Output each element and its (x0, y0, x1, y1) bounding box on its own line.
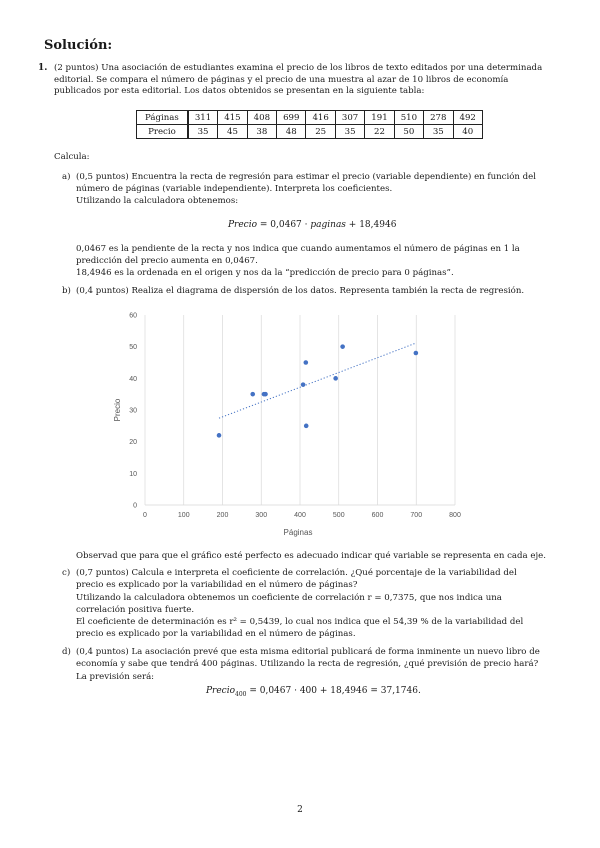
part-d-text: (0,4 puntos) La asociación prevé que esta misma editorial publicará de forma inminente un nuevo libro de economía y sabe que tendrá 400 páginas. Utilizando la recta de regresión, ¿qué previsión de precio hará? (76, 647, 540, 669)
y-axis-ticks (129, 313, 137, 510)
table-row-precio (137, 125, 483, 139)
regression-formula (228, 220, 396, 230)
x-axis-ticks (143, 512, 461, 519)
data-point (301, 382, 306, 387)
part-b-text: (0,4 puntos) Realiza el diagrama de dispersión de los datos. Representa también la recta de regresión. (76, 286, 525, 296)
points-group (217, 344, 418, 437)
x-tick-label: 400 (294, 512, 306, 519)
table-cell-precio: 35 (424, 125, 453, 139)
y-tick-label: 20 (129, 439, 137, 447)
formula-end: + 18,4946 (345, 220, 397, 230)
table-cell-paginas: 510 (394, 111, 423, 125)
solution-heading: Solución: (44, 38, 113, 53)
part-a-calc: Utilizando la calculadora obtenemos: (76, 196, 239, 206)
table-cell-paginas: 492 (453, 111, 482, 125)
data-table (136, 110, 483, 139)
data-point (333, 376, 338, 381)
table-cell-precio: 45 (218, 125, 247, 139)
data-point (262, 392, 267, 397)
x-tick-label: 500 (332, 512, 345, 519)
table-cell-paginas: 311 (188, 111, 218, 125)
table-row-label: Precio (137, 125, 188, 139)
y-tick-label: 10 (129, 470, 137, 478)
table-row-label: Páginas (137, 111, 188, 125)
table-cell-paginas: 416 (306, 111, 335, 125)
formula-sub: 400 (235, 690, 247, 698)
x-tick-label: 200 (216, 512, 229, 519)
problem-statement: (2 puntos) Una asociación de estudiantes examina el precio de los libros de texto editados por una determinada editorial. Se compara el número de páginas y el precio de una muestra al azar de 10 libros de economía publicados por esta editorial. Los datos obtenidos se presentan en la siguiente tabla: (54, 63, 543, 97)
formula-rhs: = 0,0467 · 400 + 18,4946 = 37,1746. (246, 686, 421, 696)
data-point (414, 351, 419, 356)
x-tick-label: 700 (410, 512, 423, 519)
part-b-note: Observad que para que el gráfico esté perfecto es adecuado indicar qué variable se representa en cada eje. (76, 551, 546, 561)
scatter-chart (100, 305, 470, 545)
part-b-label: b) (62, 286, 71, 296)
table-cell-paginas: 408 (247, 111, 276, 125)
table-cell-precio: 40 (453, 125, 482, 139)
table-cell-precio: 50 (394, 125, 423, 139)
formula-rhs: = 0,0467 · (257, 220, 311, 230)
page-number: 2 (297, 805, 303, 815)
y-tick-label: 0 (133, 502, 137, 510)
regression-trendline (219, 343, 416, 418)
part-a-interp-slope: 0,0467 es la pendiente de la recta y nos indica que cuando aumentamos el número de páginas en 1 la predicción del precio aumenta en 0,0467. (76, 244, 520, 266)
formula-lhs: Precio (228, 220, 258, 230)
table-cell-paginas: 307 (335, 111, 364, 125)
table-row-paginas (137, 111, 483, 125)
formula-lhs: Precio (206, 686, 236, 696)
problem-number: 1. (38, 63, 48, 73)
table-cell-precio: 35 (188, 125, 218, 139)
chart-grid (145, 315, 455, 505)
table-cell-precio: 35 (335, 125, 364, 139)
data-point (250, 392, 255, 397)
part-c-determination: El coeficiente de determinación es r² = 0,5439, lo cual nos indica que el 54,39 % de la variabilidad del precio es explicado por la variabilidad en el número de páginas. (76, 617, 524, 639)
table-cell-paginas: 415 (218, 111, 247, 125)
table-cell-paginas: 699 (277, 111, 306, 125)
table-cell-precio: 25 (306, 125, 335, 139)
part-c-text: (0,7 puntos) Calcula e interpreta el coeficiente de correlación. ¿Qué porcentaje de la variabilidad del precio es explicado por la variabilidad en el número de páginas? (76, 568, 517, 590)
part-d-answer-intro: La previsión será: (76, 672, 155, 682)
formula-var: paginas (310, 220, 346, 230)
table-cell-precio: 48 (277, 125, 306, 139)
part-c-label: c) (62, 568, 71, 578)
data-point (217, 433, 222, 438)
y-tick-label: 30 (129, 407, 137, 415)
y-tick-label: 50 (129, 344, 137, 352)
prediction-formula (206, 686, 421, 698)
part-a-interp-intercept: 18,4946 es la ordenada en el origen y nos da la “predicción de precio para 0 páginas”. (76, 268, 454, 278)
part-d-label: d) (62, 647, 71, 657)
x-axis-label: Páginas (283, 528, 313, 537)
table-cell-precio: 38 (247, 125, 276, 139)
x-tick-label: 600 (371, 512, 384, 519)
y-tick-label: 40 (129, 375, 137, 383)
y-axis-label: Precio (113, 398, 122, 422)
data-point (340, 344, 345, 349)
x-tick-label: 300 (255, 512, 268, 519)
data-point (304, 360, 309, 365)
x-tick-label: 800 (449, 512, 461, 519)
part-a-text: (0,5 puntos) Encuentra la recta de regresión para estimar el precio (variable dependiente) en función del número de páginas (variable independiente). Interpreta los coeficientes. (76, 172, 537, 194)
data-point (304, 424, 309, 429)
table-cell-paginas: 191 (365, 111, 394, 125)
table-cell-precio: 22 (365, 125, 394, 139)
trendline-group (219, 343, 416, 418)
part-a-label: a) (62, 172, 71, 182)
y-tick-label: 60 (129, 312, 137, 320)
x-tick-label: 100 (177, 512, 190, 519)
part-c-correlation: Utilizando la calculadora obtenemos un coeficiente de correlación r = 0,7375, que nos indica una correlación positiva fuerte. (76, 593, 502, 615)
table-cell-paginas: 278 (424, 111, 453, 125)
x-tick-label: 0 (143, 512, 147, 519)
calcula-label: Calcula: (54, 152, 90, 162)
